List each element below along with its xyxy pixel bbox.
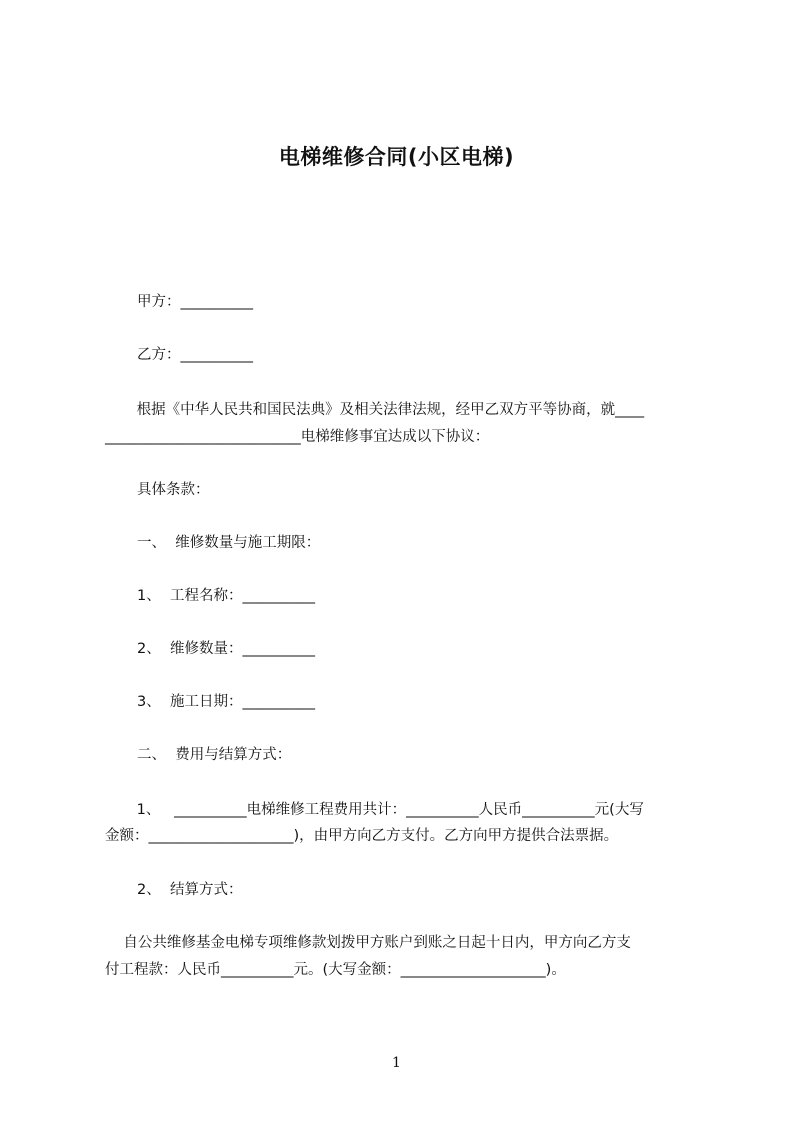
section-1-item-3: 3、 施工日期：__________ [137,694,315,710]
section-2-item-1-line-2: 金额：____________________)，由甲方向乙方支付。乙方向甲方提供合法票据。 [105,828,619,844]
section-2-item-1-line-1: 1、 __________电梯维修工程费用共计：__________人民币__________元(大写 [132,802,644,818]
preamble-line-1: 根据《中华人民共和国民法典》及相关法律法规，经甲乙双方平等协商，就____ [132,402,645,418]
settlement-line-1: 自公共维修基金电梯专项维修款划拨甲方账户到账之日起十日内，甲方向乙方支 [105,935,631,951]
settlement-line-2: 付工程款：人民币__________元。(大写金额：____________________)。 [105,962,566,978]
section-2-item-2: 2、 结算方式： [137,882,243,898]
document-title: 电梯维修合同(小区电梯) [278,145,515,169]
preamble-line-2: ___________________________电梯维修事宜达成以下协议： [105,429,490,445]
section-1-heading: 一、 维修数量与施工期限： [137,535,321,551]
section-1-item-1: 1、 工程名称：__________ [137,588,315,604]
party-a-line: 甲方：__________ [137,294,253,310]
page-number: 1 [392,1055,401,1071]
section-2-heading: 二、 费用与结算方式： [137,747,292,763]
section-1-item-2: 2、 维修数量：__________ [137,641,315,657]
party-b-line: 乙方：__________ [137,347,253,363]
terms-heading: 具体条款： [137,482,210,498]
